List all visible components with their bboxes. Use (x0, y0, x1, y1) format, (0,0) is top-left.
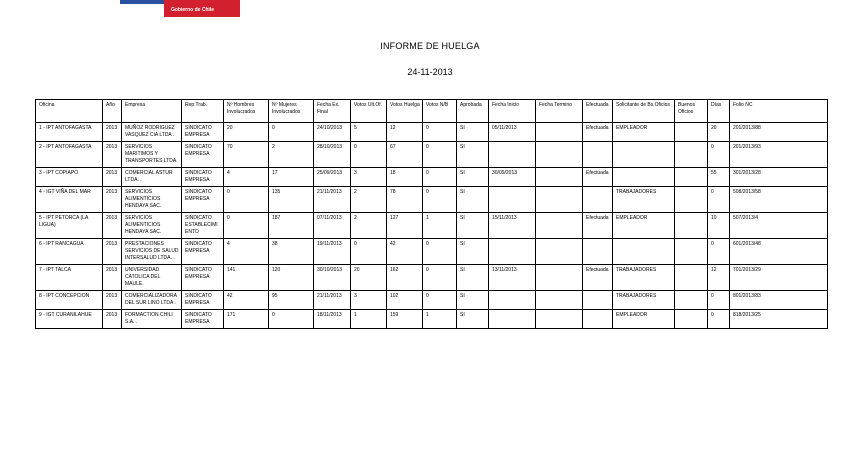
table-cell: 70 (224, 142, 269, 168)
table-cell: 18/11/2013 (314, 310, 351, 329)
table-cell: 17 (269, 168, 314, 187)
table-cell: 2013 (103, 168, 122, 187)
table-row (36, 291, 828, 310)
column-header: Rep.Trab. (182, 100, 224, 123)
column-header: Buenos Oficios (675, 100, 708, 123)
table-cell: SINDICATO EMPRESA (182, 187, 224, 213)
table-cell: 2 (351, 187, 387, 213)
table-cell: 162 (387, 265, 423, 291)
table-cell: FORMACTION CHILI S.A. . (122, 310, 182, 329)
table-cell: SINDICATO EMPRESA (182, 123, 224, 142)
table-cell (489, 187, 536, 213)
table-cell (675, 168, 708, 187)
table-cell: SI (457, 310, 489, 329)
table-cell: SINDICATO EMPRESA (182, 142, 224, 168)
strike-report-table (35, 99, 828, 329)
table-cell: 0 (224, 213, 269, 239)
column-header: Empresa (122, 100, 182, 123)
table-cell: SI (457, 291, 489, 310)
table-cell (536, 213, 583, 239)
table-cell: 171 (224, 310, 269, 329)
table-cell (536, 142, 583, 168)
table-cell: 0 (423, 291, 457, 310)
table-cell: 801/2013/83 (730, 291, 828, 310)
table-cell: 120 (269, 265, 314, 291)
table-cell: 301/2013/28 (730, 168, 828, 187)
table-cell (489, 310, 536, 329)
table-cell: 20 (224, 123, 269, 142)
column-header: Votos N/B (423, 100, 457, 123)
table-header (36, 100, 828, 123)
table-cell: 05/11/2013 (489, 123, 536, 142)
table-cell (613, 168, 675, 187)
table-cell: 4 (224, 239, 269, 265)
table-cell (675, 123, 708, 142)
table-cell: 135 (269, 187, 314, 213)
table-cell: SI (457, 168, 489, 187)
table-cell: UNIVERSIDAD CATOLICA DEL MAULE. (122, 265, 182, 291)
table-cell: 0 (351, 142, 387, 168)
table-cell: SINDICATO EMPRESA (182, 291, 224, 310)
table-cell: 507/2013/4 (730, 213, 828, 239)
table-cell: 10 (708, 213, 730, 239)
table-cell: 20 (351, 265, 387, 291)
table-cell: 67 (387, 142, 423, 168)
table-cell: 95 (269, 291, 314, 310)
table-cell: 2013 (103, 123, 122, 142)
table-cell: 6 - IPT RANCAGUA (36, 239, 103, 265)
table-cell: 28/10/2013 (314, 142, 351, 168)
table-cell: 55 (708, 168, 730, 187)
table-cell (536, 168, 583, 187)
table-row (36, 213, 828, 239)
table-cell: COMERCIALIZADORA DEL SUR LINO LTDA . (122, 291, 182, 310)
table-cell (536, 123, 583, 142)
table-cell: Efectuada (583, 213, 613, 239)
table-cell: 159 (387, 310, 423, 329)
table-cell: 15/11/2013 (489, 213, 536, 239)
table-cell: 9 - IGT CURANILAHUE (36, 310, 103, 329)
table-cell (583, 239, 613, 265)
table-cell: 0 (708, 310, 730, 329)
table-body (36, 123, 828, 329)
table-cell: 78 (387, 187, 423, 213)
table-row (36, 168, 828, 187)
table-cell: 7 - IPT TALCA (36, 265, 103, 291)
table-cell: SINDICATO ESTABLECIMIENTO (182, 213, 224, 239)
table-cell: 4 (224, 168, 269, 187)
column-header: Año (103, 100, 122, 123)
table-cell: 201/2013/88 (730, 123, 828, 142)
column-header: Solicitante de Bs.Oficios (613, 100, 675, 123)
table-cell: 127 (387, 213, 423, 239)
table-cell: 0 (269, 310, 314, 329)
table-cell: 0 (423, 123, 457, 142)
column-header: Fecha Inicio (489, 100, 536, 123)
column-header: Días (708, 100, 730, 123)
table-cell (583, 310, 613, 329)
table-cell: 3 - IPT COPIAPO (36, 168, 103, 187)
table-row (36, 123, 828, 142)
table-cell: 12 (708, 265, 730, 291)
table-cell: 5 - IPT PETORCA (LA LIGUA) (36, 213, 103, 239)
table-cell (675, 142, 708, 168)
header-row (36, 100, 828, 123)
table-cell (675, 213, 708, 239)
table-cell: PRESTACIONES SERVICIOS DE SALUD INTERSALUD LTDA. . (122, 239, 182, 265)
table-cell: MUÑOZ RODRIGUEZ VASQUEZ CIA LTDA . (122, 123, 182, 142)
table-cell: 21/11/2013 (314, 291, 351, 310)
table-cell: 2 (351, 213, 387, 239)
table-cell: 2013 (103, 142, 122, 168)
table-cell: Efectuada (583, 123, 613, 142)
table-cell: TRABAJADORES (613, 187, 675, 213)
table-cell: 2 - IPT ANTOFAGASTA (36, 142, 103, 168)
table-cell: Efectuada (583, 265, 613, 291)
table-cell: 201/2013/93 (730, 142, 828, 168)
column-header: Folio NC (730, 100, 828, 123)
column-header: Nº Hombres Involucrados (224, 100, 269, 123)
table-cell (536, 265, 583, 291)
table-cell: 0 (224, 187, 269, 213)
table-cell (675, 239, 708, 265)
column-header: Votos Ult.Of. (351, 100, 387, 123)
table-cell: Efectuada (583, 168, 613, 187)
table-cell: 2013 (103, 310, 122, 329)
logo-text: Gobierno de Chile (171, 7, 215, 13)
table-cell: 0 (423, 142, 457, 168)
table-row (36, 187, 828, 213)
table-cell (536, 291, 583, 310)
table-cell: 0 (708, 239, 730, 265)
table-cell: 1 (351, 310, 387, 329)
table-cell: SI (457, 239, 489, 265)
table-cell: 5 (351, 123, 387, 142)
table-cell: 19/11/2013 (314, 239, 351, 265)
column-header: Fecha Ex. Final (314, 100, 351, 123)
table-cell (675, 187, 708, 213)
table-cell: EMPLEADOR (613, 310, 675, 329)
table-cell: 18 (387, 168, 423, 187)
table-cell: TRABAJADORES (613, 291, 675, 310)
table-cell: 0 (269, 123, 314, 142)
table-cell: 2013 (103, 187, 122, 213)
column-header: Aprobada (457, 100, 489, 123)
table-cell: 0 (423, 187, 457, 213)
table-cell: 38 (269, 239, 314, 265)
table-cell: EMPLEADOR (613, 123, 675, 142)
table-cell: 2013 (103, 265, 122, 291)
table-cell: 24/10/2013 (314, 123, 351, 142)
table-cell: 0 (351, 239, 387, 265)
table-cell (613, 142, 675, 168)
table-cell: 187 (269, 213, 314, 239)
table-cell (675, 310, 708, 329)
table-cell: 701/2013/29 (730, 265, 828, 291)
table-cell: 30/10/2013 (314, 265, 351, 291)
table-cell: SINDICATO EMPRESA (182, 310, 224, 329)
table-cell: 07/11/2013 (314, 213, 351, 239)
table-cell (583, 187, 613, 213)
table-cell (489, 142, 536, 168)
logo-blue-bar (120, 0, 164, 4)
table-cell: 3 (351, 168, 387, 187)
table-row (36, 310, 828, 329)
table-cell: 20 (708, 123, 730, 142)
table-cell (583, 142, 613, 168)
table-cell (536, 239, 583, 265)
table-cell: TRABAJADORES (613, 265, 675, 291)
table-cell (489, 291, 536, 310)
table-cell: 0 (708, 142, 730, 168)
table-cell: 0 (708, 187, 730, 213)
table-cell: SINDICATO EMPRESA (182, 239, 224, 265)
column-header: Fecha Termino (536, 100, 583, 123)
table-cell: 12 (387, 123, 423, 142)
table-cell: 25/09/2013 (314, 168, 351, 187)
column-header: Nº Mujeres Involucrados (269, 100, 314, 123)
table-cell: 0 (423, 265, 457, 291)
table-cell: EMPLEADOR (613, 213, 675, 239)
table-cell (489, 239, 536, 265)
table-cell (675, 265, 708, 291)
table-cell: 3 (351, 291, 387, 310)
column-header: Efectuada (583, 100, 613, 123)
report-title: INFORME DE HUELGA (380, 41, 480, 51)
table-cell: 42 (224, 291, 269, 310)
table-cell: SI (457, 265, 489, 291)
column-header: Votos Huelga (387, 100, 423, 123)
table-cell: 0 (708, 291, 730, 310)
table-cell: 2013 (103, 291, 122, 310)
table-cell: SI (457, 123, 489, 142)
logo-red-block (164, 0, 240, 17)
table-cell: 2 (269, 142, 314, 168)
table-cell: 1 (423, 213, 457, 239)
table-cell: COMERCIAL ASTUR LTDA. . (122, 168, 182, 187)
table-cell: SERVICIOS ALIMENTICIOS HENDAYA SAC. (122, 213, 182, 239)
table-cell: SINDICATO EMPRESA (182, 265, 224, 291)
column-header: Oficina (36, 100, 103, 123)
table-cell: 2013 (103, 239, 122, 265)
table-cell: 13/11/2013 (489, 265, 536, 291)
table-cell: SERVICIOS MARITIMOS Y TRANSPORTES LTDA. (122, 142, 182, 168)
gobierno-logo (120, 0, 240, 17)
table-cell: 0 (423, 239, 457, 265)
table-cell: 1 - IPT ANTOFAGASTA (36, 123, 103, 142)
table-cell (675, 291, 708, 310)
table-cell: 4 - IGT VIÑA DEL MAR (36, 187, 103, 213)
table-cell: SI (457, 187, 489, 213)
table-cell (536, 310, 583, 329)
table-cell: SI (457, 213, 489, 239)
table-cell: 102 (387, 291, 423, 310)
table-cell: SI (457, 142, 489, 168)
table-cell: 21/11/2013 (314, 187, 351, 213)
table-cell: 8 - IPT CONCEPCION (36, 291, 103, 310)
table-cell: SERVICIOS ALIMENTICIOS HENDAYA SAC. (122, 187, 182, 213)
report-date: 24-11-2013 (407, 67, 453, 77)
table-cell: SINDICATO EMPRESA (182, 168, 224, 187)
table-cell: 2013 (103, 213, 122, 239)
table-row (36, 142, 828, 168)
table-cell (536, 187, 583, 213)
table-cell (613, 239, 675, 265)
table-cell: 601/2013/48 (730, 239, 828, 265)
table-cell: 818/2013/25 (730, 310, 828, 329)
table-cell (583, 291, 613, 310)
table-cell: 42 (387, 239, 423, 265)
table-cell: 508/2013/58 (730, 187, 828, 213)
table-row (36, 265, 828, 291)
table-cell: 1 (423, 310, 457, 329)
table-row (36, 239, 828, 265)
table-cell: 0 (423, 168, 457, 187)
table-cell: 141 (224, 265, 269, 291)
table-cell: 30/09/2013 (489, 168, 536, 187)
